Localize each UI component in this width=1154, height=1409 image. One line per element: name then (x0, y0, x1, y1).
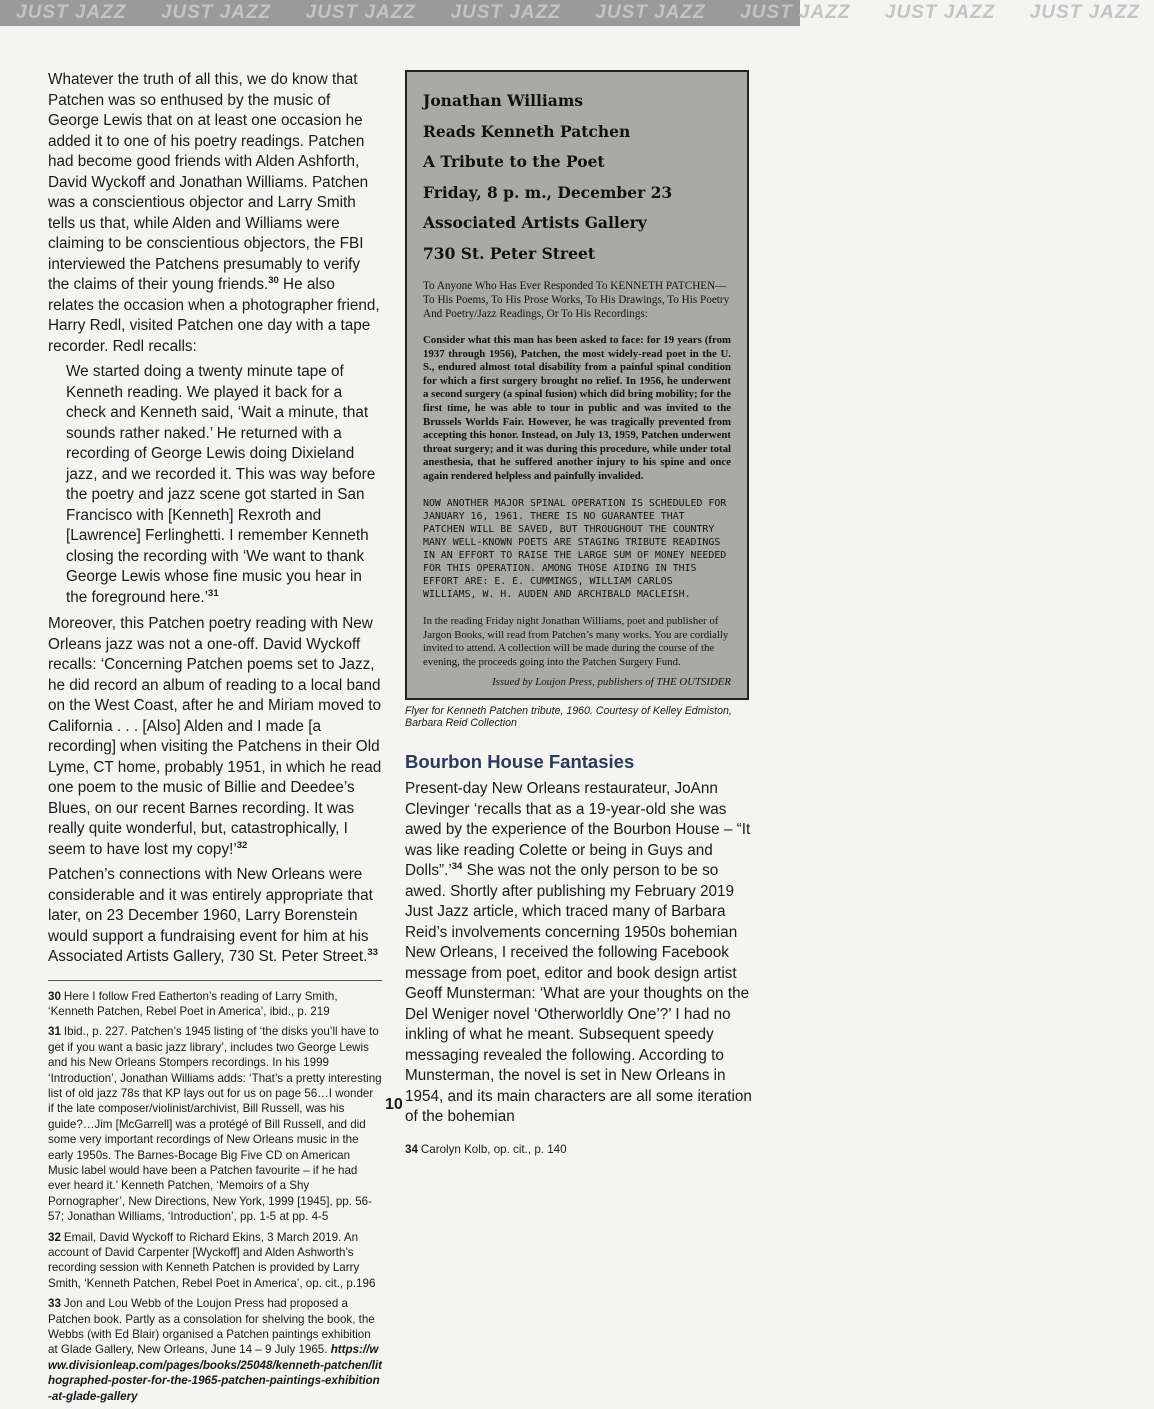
footnotes (405, 1142, 755, 1157)
flyer-line: Reads Kenneth Patchen (423, 121, 631, 141)
flyer-title (423, 86, 731, 269)
footnote-number: 32 (48, 1230, 61, 1244)
header-text: JUST JAZZ (16, 2, 127, 23)
article-body (48, 70, 382, 968)
flyer-line: A Tribute to the Poet (423, 152, 605, 171)
header-text: JUST JAZZ (595, 2, 706, 23)
flyer-image (405, 70, 749, 700)
section-body (405, 779, 755, 1128)
text: Patchen’s connections with New Orleans were considerable and it was entirely appropriate that later, on 23 December 1960, Larry Borenstein would support a fundraising event for him at his Associated Artists Gallery, 730 St. Peter Street. (48, 866, 373, 965)
footnote (48, 1230, 382, 1292)
footnote-number: 30 (48, 989, 61, 1003)
image-caption: Flyer for Kenneth Patchen tribute, 1960. Courtesy of Kelley Edmiston, Barbara Reid Collection (405, 705, 732, 729)
text: He also relates the occasion when a photographer friend, Harry Redl, visited Patchen one day with a tape recorder. Redl recalls: (48, 276, 380, 355)
footnote-number: 31 (48, 1025, 61, 1039)
flyer-line: Jonathan Williams (423, 91, 583, 110)
footnote-text: Ibid., p. 227. Patchen’s 1945 listing of ‘the disks you’ll have to get if you want a basic jazz library’, includes two George Lewis and his New Orleans Stompers recordings. In his 1999 ‘Introduction’, Jonathan Williams adds: ‘That’s a pretty interesting list of old jazz 78s that KP lays out for us on page 56…I wonder if the late composer/violinist/archivist, Bill Russell, was his guide?…Jim [McGarrell] was a protégé of Bill Russell, and did some very important recordings of New Orleans music in the early 1950s. The Barnes-Bocage Big Five CD on American Music label would have been a Patchen favourite – if he had ever heard it.’ Kenneth Patchen, ‘Memoirs of a Shy Pornographer’, New Directions, New York, 1999 [1945], pp. 56-57; Jonathan Williams, ‘Introduction’, pp. 1-5 at pp. 4-5 (48, 1025, 382, 1224)
paragraph (48, 614, 382, 860)
footnote (48, 989, 382, 1020)
left-column (48, 70, 382, 1409)
flyer-paragraph: Consider what this man has been asked to face: for 19 years (from 1937 through 1956), Patchen, the most widely-read poet in the U. S., endured almost total disability from a painful spinal condition for which a first surgery brought no relief. In 1956, he underwent a second surgery (a spinal fusion) which did bring mobility; for the first time, he was able to tour in public and was invited to the Brussels Worlds Fair. However, he was tragically prevented from accepting this honor. Instead, on July 13, 1959, Patchen underwent throat surgery; and it was during this procedure, while under total anesthesia, that he suffered another injury to his spine and once again rendered helpless and painfully invalided. (423, 334, 731, 482)
header-text: JUST JAZZ (884, 2, 996, 23)
page-number: 10 (385, 1096, 403, 1113)
footnote-text: Here I follow Fred Eatherton’s reading of Larry Smith, ‘Kenneth Patchen, Rebel Poet in America’, ibid., p. 219 (48, 989, 338, 1018)
footnote-ref[interactable]: 33 (367, 946, 378, 958)
footnote-text: Jon and Lou Webb of the Loujon Press had proposed a Patchen book. Partly as a consolation for shelving the book, the Webbs (with Ed Blair) organised a Patchen paintings exhibition at Glade Gallery, New Orleans, June 14 – 9 July 1965. (48, 1297, 375, 1357)
footnote-ref[interactable]: 31 (208, 587, 219, 599)
footnote-ref[interactable]: 34 (451, 860, 463, 872)
header-text: JUST JAZZ (740, 2, 851, 23)
footnote-ref[interactable]: 32 (236, 839, 248, 851)
header-text: JUST JAZZ (305, 2, 416, 23)
footnote (405, 1142, 755, 1157)
footnote-text: Email, David Wyckoff to Richard Ekins, 3 March 2019. An account of David Carpenter [Wyckoff] and Alden Ashworth’s recording session with Kenneth Patchen is provided by Larry Smith, ‘Kenneth Patchen, Rebel Poet in America’, op. cit., p.196 (48, 1230, 376, 1290)
text: Whatever the truth of all this, we do know that Patchen was so enthused by the music of George Lewis that on at least one occasion he added it to one of his poetry readings. Patchen had become good friends with Alden Ashforth, David Wyckoff and Jonathan Williams. Patchen was a conscientious objector and Larry Smith tells us that, while Alden and Williams were claiming to be conscientious objectors, the FBI interviewed the Patchens presumably to verify the claims of their young friends. (48, 71, 369, 293)
flyer-paragraph: In the reading Friday night Jonathan Williams, poet and publisher of Jargon Books, will read from Patchen’s many works. You are cordially invited to attend. A collection will be made during the course of the evening, the proceeds going into the Patchen Surgery Fund. (423, 615, 729, 669)
right-column (405, 70, 755, 1162)
flyer-line: Friday, 8 p. m., December 23 (423, 182, 673, 202)
paragraph (48, 70, 382, 357)
footnote-text: Carolyn Kolb, op. cit., p. 140 (420, 1142, 567, 1156)
flyer-line: 730 St. Peter Street (423, 243, 595, 263)
header-text: JUST JAZZ (160, 2, 272, 23)
footnote-ref[interactable]: 30 (268, 274, 279, 286)
text: Moreover, this Patchen poetry reading with New Orleans jazz was not a one-off. David Wyckoff recalls: ‘Concerning Patchen poems set to Jazz, he did record an album of reading to a local band on the West Coast, after he and Miriam moved to California . . . [Also] Alden and I made [a recording] when visiting the Patchens in their Old Lyme, CT home, probably 1951, in which he read one poem to the music of Billie and Deedee’s Blues, on our recent Barnes recording. It was really quite wonderful, but, catastrophically, I seem to have lost my copy!’ (48, 615, 382, 858)
flyer-paragraph: NOW ANOTHER MAJOR SPINAL OPERATION IS SCHEDULED FOR JANUARY 16, 1961. THERE IS NO GUARANTEE THAT PATCHEN WILL BE SAVED, BUT THROUGHOUT THE COUNTRY MANY WELL-KNOWN POETS ARE STAGING TRIBUTE READINGS IN AN EFFORT TO RAISE THE LARGE SUM OF MONEY NEEDED FOR THIS OPERATION. AMONG THOSE AIDING IN THIS EFFORT ARE: E. E. CUMMINGS, WILLIAM CARLOS WILLIAMS, W. H. AUDEN AND ARCHIBALD MACLEISH. (423, 497, 727, 601)
block-quote (48, 362, 382, 608)
section-heading: Bourbon House Fantasies (405, 751, 635, 772)
paragraph (405, 779, 755, 1128)
footnotes (48, 989, 382, 1405)
text: Present-day New Orleans restaurateur, JoAnn Clevinger ‘recalls that as a 19-year-old she was awed by the experience of the Bourbon House – “It was like reading Colette or being in Guys and Dolls”.’ (405, 780, 751, 879)
footnote-divider (48, 980, 382, 981)
flyer-intro: To Anyone Who Has Ever Responded To KENNETH PATCHEN— To His Poems, To His Prose Works, To His Drawings, To His Poetry And Poetry/Jazz Readings, Or To His Recordings: (423, 280, 730, 320)
flyer-line: Associated Artists Gallery (423, 213, 647, 232)
header-text: JUST JAZZ (450, 2, 561, 23)
running-header (0, 0, 1141, 26)
text: She was not the only person to be so awed. Shortly after publishing my February 2019 Just Jazz article, which traced many of Barbara Reid’s involvements concerning 1950s bohemian New Orleans, I received the following Facebook message from poet, editor and book design artist Geoff Munsterman: ‘What are your thoughts on the Del Weniger novel ‘Otherworldly One’?’ I had no inkling of what he meant. Subsequent speedy messaging revealed the following. According to Munsterman, the novel is set in New Orleans in 1954, and its main characters are all some iteration of the bohemian (405, 862, 752, 1125)
paragraph (48, 865, 382, 968)
footnote-number: 34 (405, 1142, 418, 1156)
header-text: JUST JAZZ (1029, 2, 1141, 23)
flyer-publisher-line: Issued by Loujon Press, publishers of THE OUTSIDER (492, 676, 731, 688)
footnote (48, 1024, 382, 1224)
footnote (48, 1296, 382, 1404)
text: We started doing a twenty minute tape of Kenneth reading. We played it back for a check and Kenneth said, ‘Wait a minute, that sounds rather naked.’ He returned with a recording of George Lewis doing Dixieland jazz, and we recorded it. This was way before the poetry and jazz scene got started in San Francisco with [Kenneth] Rexroth and [Lawrence] Ferlinghetti. I remember Kenneth closing the recording with ‘We want to thank George Lewis whose fine music you hear in the foreground here.’ (66, 363, 376, 606)
footnote-link[interactable]: https://www.divisionleap.com/pages/books/25048/kenneth-patchen/lithographed-poster-for-the-1965-patchen-paintings-exhibition-at-glade-gallery (48, 1343, 382, 1403)
footnote-number: 33 (48, 1297, 61, 1311)
